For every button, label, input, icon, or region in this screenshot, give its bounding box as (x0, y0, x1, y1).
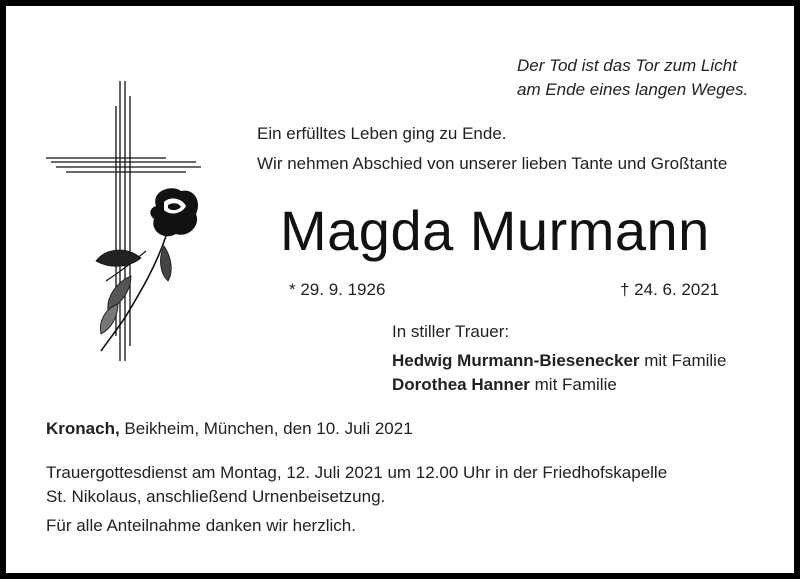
death-date: † 24. 6. 2021 (620, 280, 720, 299)
mourner-entry (392, 375, 617, 395)
intro-line-1: Ein erfülltes Leben ging zu Ende. (257, 124, 507, 143)
service-line-2: St. Nikolaus, anschließend Urnenbeisetzung. (46, 487, 386, 506)
quote-line-1: Der Tod ist das Tor zum Licht (517, 56, 737, 75)
mourner-suffix: mit Familie (639, 351, 727, 370)
mourner-suffix: mit Familie (529, 375, 617, 394)
mourners-heading: In stiller Trauer: (392, 322, 510, 341)
town-name: Kronach, (46, 419, 120, 438)
cross-with-rose-icon (46, 76, 206, 366)
quote-line-2: am Ende eines langen Weges. (517, 80, 749, 99)
place-date-rest: Beikheim, München, den 10. Juli 2021 (119, 419, 413, 438)
place-date-line (46, 419, 413, 439)
mourner-entry (392, 351, 726, 371)
service-line-1: Trauergottesdienst am Montag, 12. Juli 2021 um 12.00 Uhr in der Friedhofskapelle (46, 463, 668, 482)
deceased-name: Magda Murmann (280, 199, 710, 262)
mourner-name: Hedwig Murmann-Biesenecker (392, 351, 640, 370)
thanks-line: Für alle Anteilnahme danken wir herzlich. (46, 516, 356, 535)
mourner-name: Dorothea Hanner (392, 375, 530, 394)
birth-date: * 29. 9. 1926 (289, 280, 386, 299)
intro-line-2: Wir nehmen Abschied von unserer lieben Tante und Großtante (257, 154, 728, 173)
